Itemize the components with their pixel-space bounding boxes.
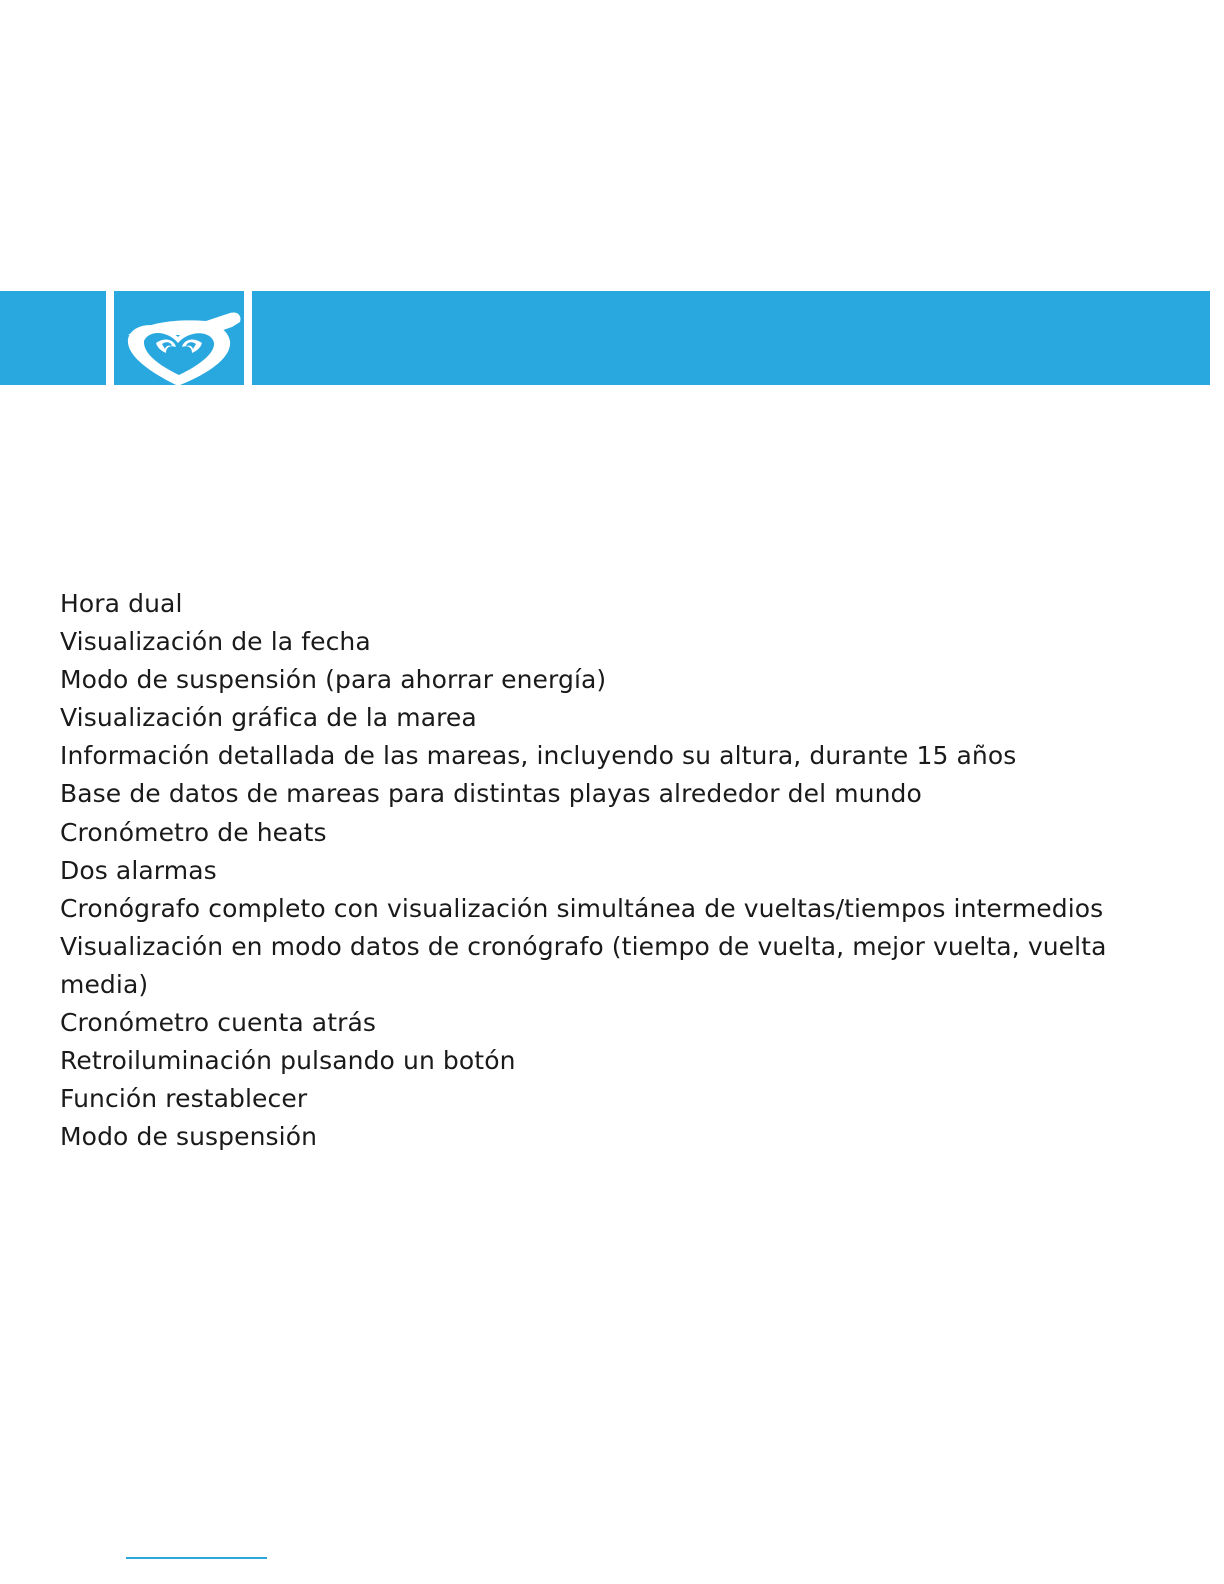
brand-logo xyxy=(114,291,244,385)
list-item: Cronómetro cuenta atrás xyxy=(60,1008,377,1038)
list-item: Modo de suspensión (para ahorrar energía) xyxy=(60,665,607,695)
list-item: Visualización gráfica de la marea xyxy=(60,703,477,733)
list-item: Cronómetro de heats xyxy=(60,817,327,847)
list-item: Visualización en modo datos de cronógrafo (tiempo de vuelta, mejor vuelta, vuelta media) xyxy=(60,931,1107,999)
list-item: Función restablecer xyxy=(60,1084,308,1114)
list-item: Dos alarmas xyxy=(60,855,217,885)
list-item: Retroiluminación pulsando un botón xyxy=(60,1046,516,1076)
heart-logo-icon xyxy=(114,291,244,385)
feature-list xyxy=(60,585,1180,1156)
header-banner-right xyxy=(252,291,1210,385)
list-item: Cronógrafo completo con visualización simultánea de vueltas/tiempos intermedios xyxy=(60,893,1104,923)
list-item: Hora dual xyxy=(60,589,183,618)
list-item: Base de datos de mareas para distintas playas alrededor del mundo xyxy=(60,779,922,809)
footer-divider xyxy=(126,1557,267,1559)
list-item: Modo de suspensión xyxy=(60,1122,318,1152)
header-banner-left xyxy=(0,291,106,385)
list-item: Información detallada de las mareas, incluyendo su altura, durante 15 años xyxy=(60,741,1017,771)
list-item: Visualización de la fecha xyxy=(60,627,371,657)
